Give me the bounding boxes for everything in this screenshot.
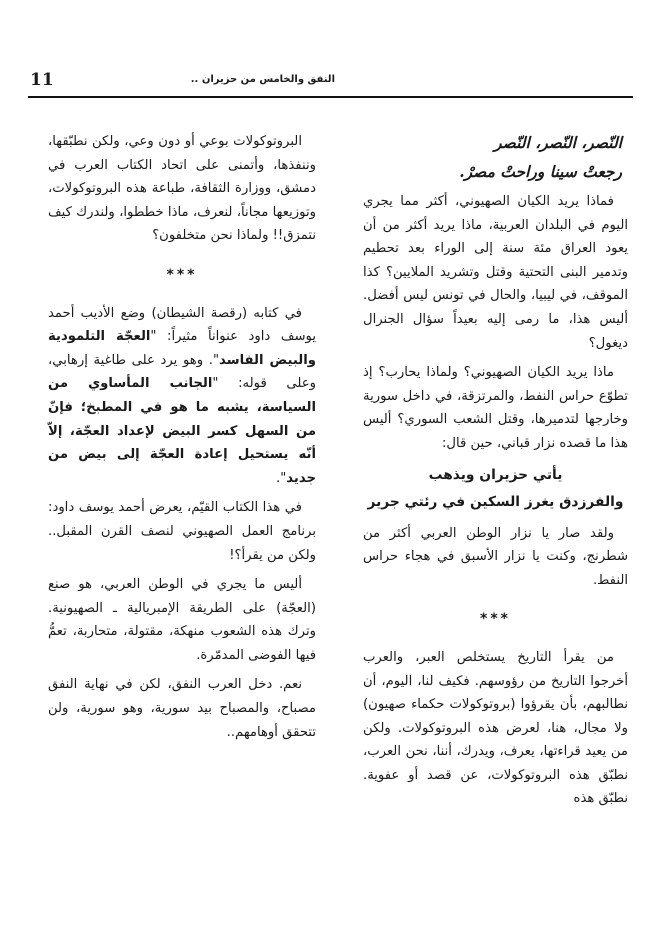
bold-quote: العجّة التلمودية والبيض الفاسد bbox=[48, 329, 316, 368]
header-rule bbox=[28, 96, 633, 98]
verse-line-2: والفرزدق يغرز السكين في رئتي جرير bbox=[367, 493, 624, 510]
paragraph: في هذا الكتاب القيّم، يعرض أحمد يوسف داود: برنامج العمل الصهيوني لنصف القرن المقبل.. ولكن من يقرأ؟! bbox=[48, 500, 316, 563]
paragraph: نعم. دخل العرب النفق، لكن في نهاية النفق مصباح، والمصباح بيد سورية، وهو سورية، ولن تتحقق أوهامهم.. bbox=[48, 677, 316, 740]
verse-line-1: يأتي حزيران ويذهب bbox=[428, 466, 563, 483]
section-separator: *** bbox=[480, 611, 511, 628]
left-column bbox=[48, 130, 316, 750]
page-number: 11 bbox=[30, 70, 54, 90]
paragraph: ماذا يريد الكيان الصهيوني؟ ولماذا يحارب؟ إذ تطوّع حراس النفط، والمرتزقة، في داخل سورية وخارجها لتدميرها، وقتل الشعب السوري؟ أليس هذا ما قصده نزار قباني، حين قال: bbox=[363, 365, 628, 451]
right-column bbox=[363, 128, 628, 817]
section-title-line1: النّصر، النّصر، النّصر bbox=[494, 133, 622, 152]
verse-quote bbox=[363, 462, 628, 516]
text-run: ". وهو يرد على طاغية إرهابي، وعلى قوله: " bbox=[48, 352, 316, 392]
paragraph: فماذا يريد الكيان الصهيوني، أكثر مما يجري اليوم في البلدان العربية، ماذا يريد أكثر من أن يعود العراق مئة سنة إلى الوراء بعد تحطيم وتدمير البنى التحتية وقتل وتشريد الملايين؟ كذا الموقف، في ليبيا، والحال في تونس ليس أفضل. أليس هذا، ما رمى إليه بعيداً سؤال الجنرال ديغول؟ bbox=[363, 194, 628, 351]
paragraph: من يقرأ التاريخ يستخلص العبر، والعرب أخرجوا التاريخ من رؤوسهم. فكيف لنا، اليوم، أن نطالبهم، بأن يقرؤوا (بروتوكولات حكماء صهيون) ولا مجال، هنا، لعرض هذه البروتوكولات. ولكن من يعيد قراءتها، يعرف، ويدرك، أننا، نحن العرب، نطبّق هذه البروتوكولات، عن قصد أو عفوية. نطبّق هذه bbox=[363, 649, 628, 807]
section-title-line2: رجعتْ سينا وراحتْ مصرْ. bbox=[459, 162, 622, 181]
running-title: النفق والخامس من حزيران .. bbox=[190, 74, 335, 85]
paragraph-with-quote bbox=[48, 302, 316, 491]
paragraph: البروتوكولات بوعي أو دون وعي، ولكن نطبّقها، وننفذها، وأتمنى على اتحاد الكتاب العرب في دمشق، ووزارة الثقافة، طباعة هذه البروتوكولات، وتوزيعها مجاناً، لنعرف، ماذا خططوا، ولندرك كيف نتمزق!! ولماذا نحن متخلفون؟ bbox=[48, 134, 316, 244]
section-separator: *** bbox=[166, 266, 198, 283]
bold-quote: الجانب المأساوي من السياسة، يشبه ما هو في المطبخ؛ فإنّ من السهل كسر البيض لإعداد العجّة، إلاّ أنّه يستحيل إعادة العجّة إلى بيض من جديد bbox=[48, 376, 316, 486]
text-run: في كتابه (رقصة الشيطان) وضع الأديب أحمد يوسف داود عنواناً مثيراً: " bbox=[48, 305, 316, 345]
text-run: ". bbox=[276, 470, 287, 486]
paragraph: ولقد صار يا نزار الوطن العربي أكثر من شطرنج، وكنت يا نزار الأسبق في هجاء حراس النفط. bbox=[363, 525, 628, 588]
paragraph: أليس ما يجري في الوطن العربي، هو صنع (العجّة) على الطريقة الإمبريالية ـ الصهيونية. وترك هذه الشعوب منهكة، مقتولة، متحاربة، تعمُّ فيها الفوضى المدمّرة. bbox=[48, 577, 316, 663]
